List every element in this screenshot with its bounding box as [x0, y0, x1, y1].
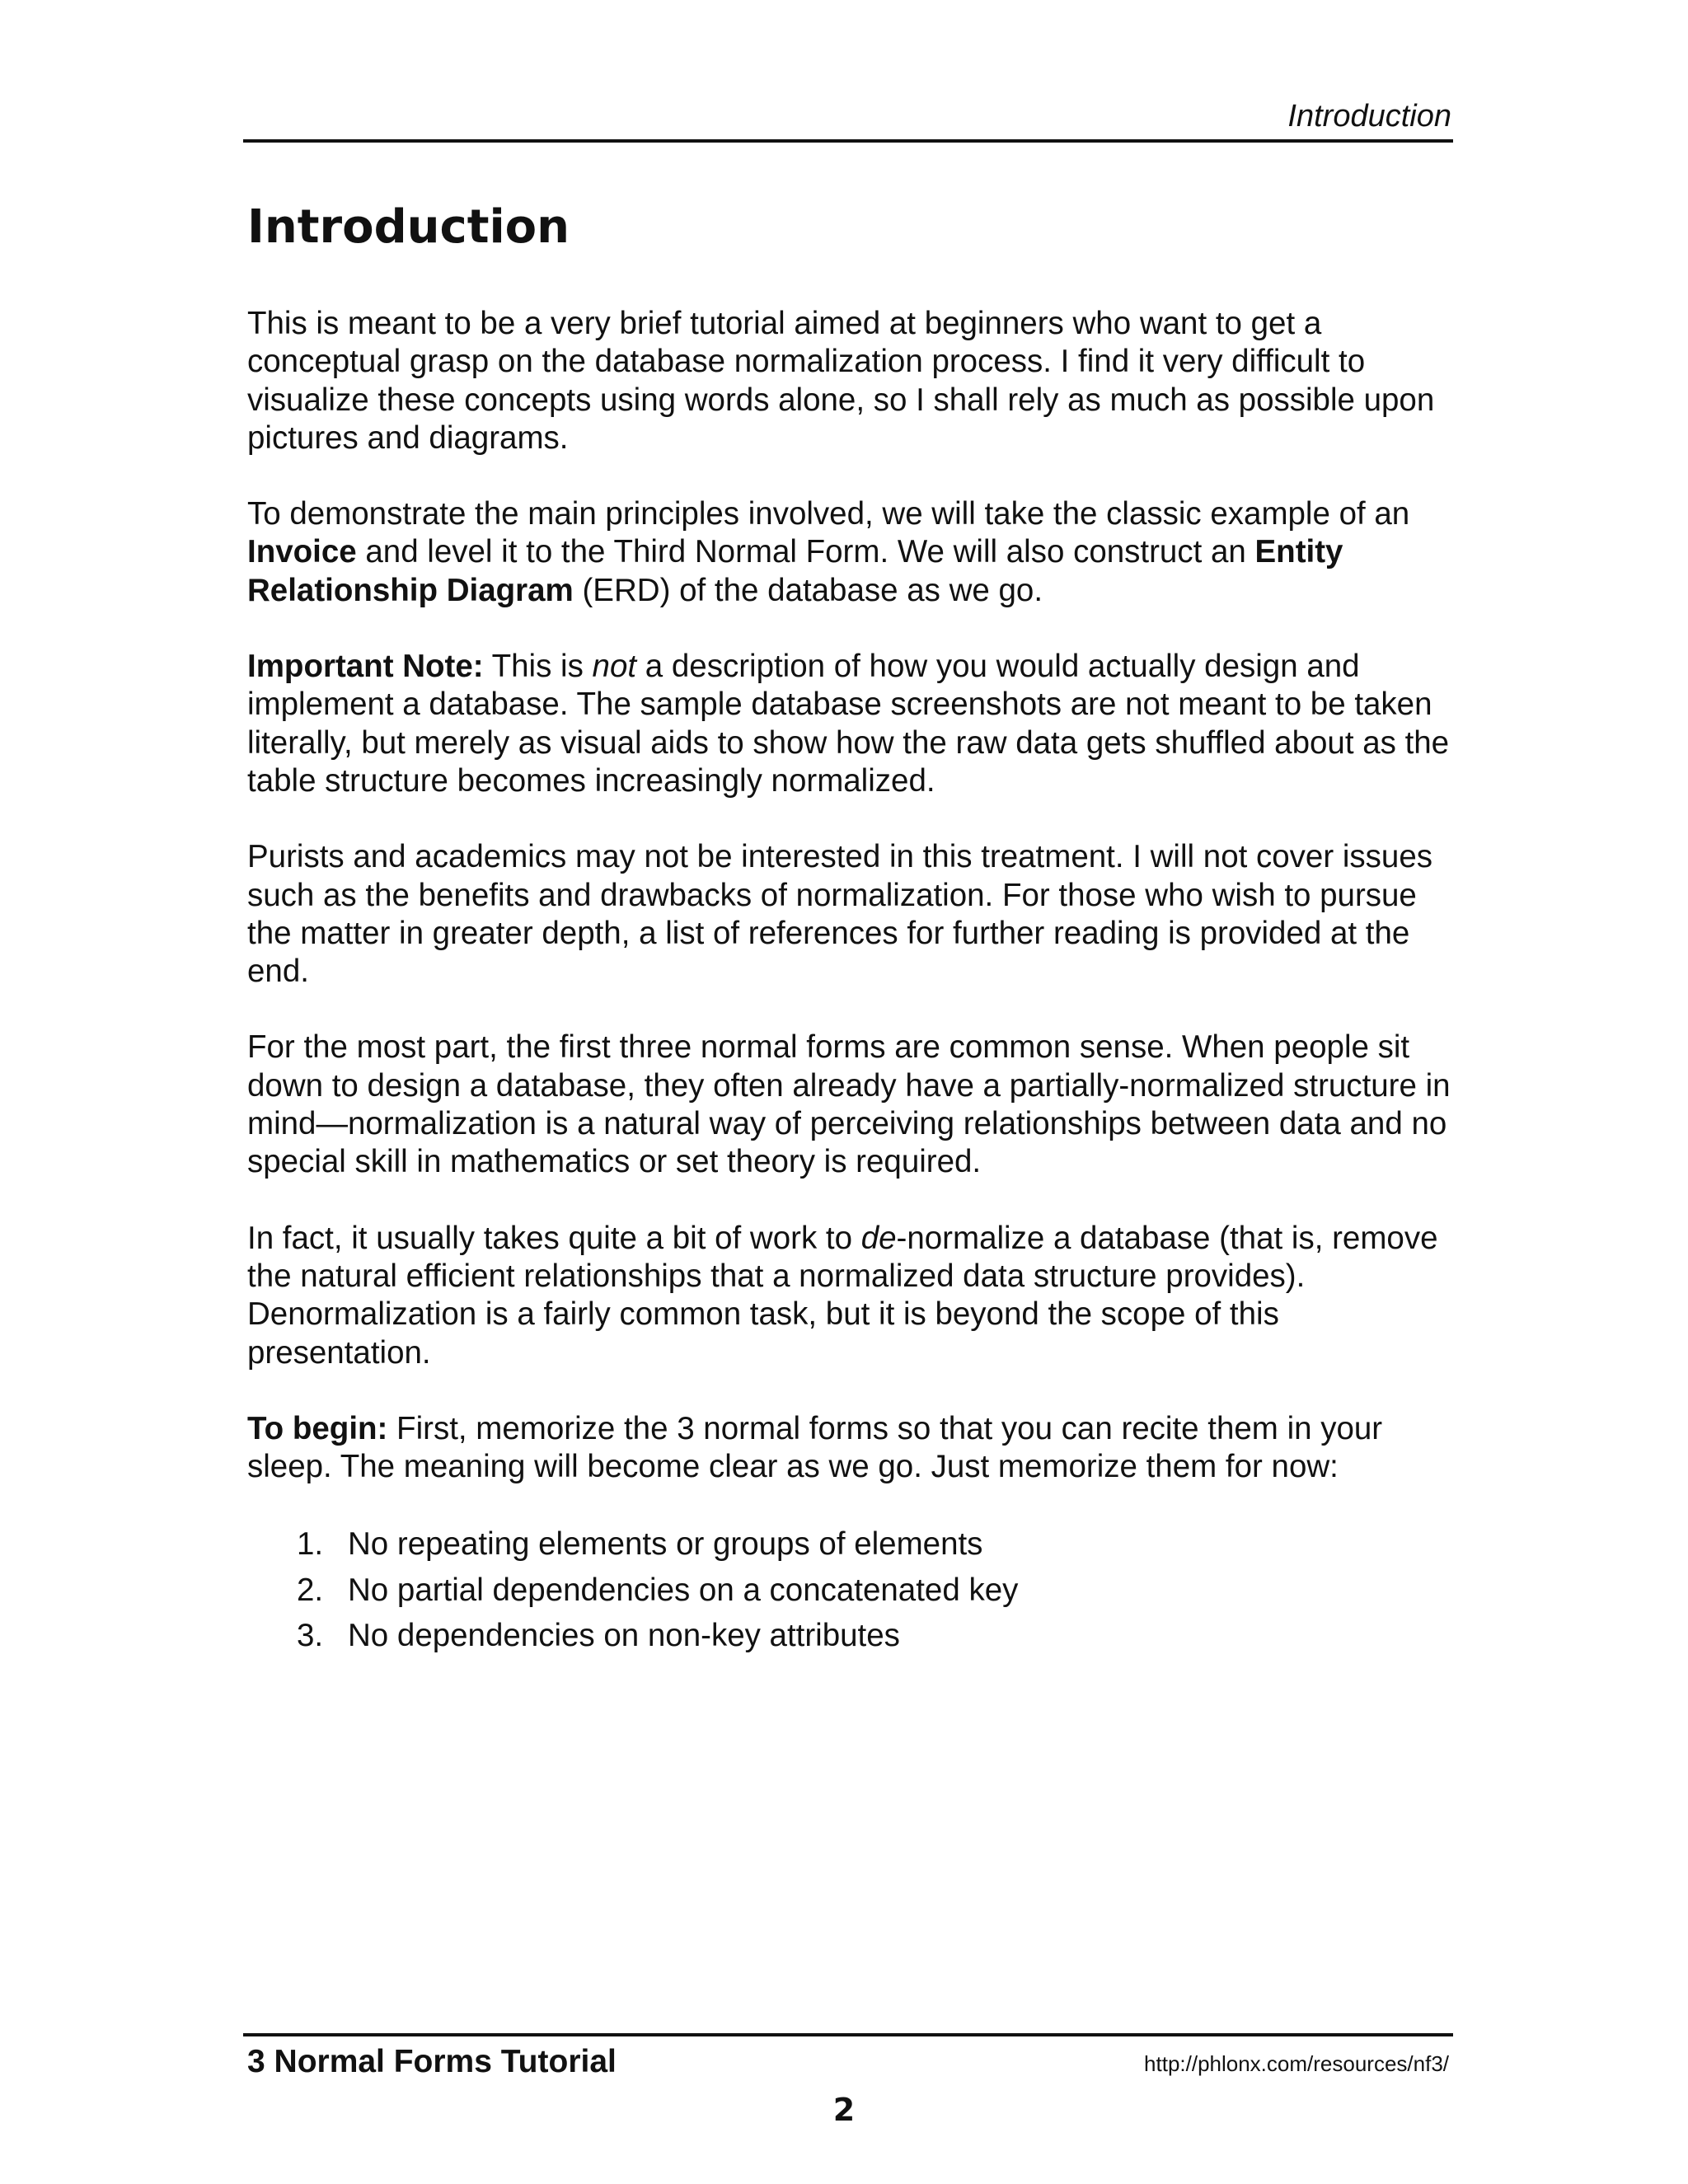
text-run: (ERD) of the database as we go. — [573, 572, 1043, 608]
paragraph-purists: Purists and academics may not be interested in this treatment. I will not cover issues such as the benefits and drawbacks of normalization. For those who wish to pursue the matter in greater depth, a list of references for further reading is provided at the end. — [247, 839, 1432, 990]
paragraph-common-sense: For the most part, the first three normal forms are common sense. When people sit down to design a database, they often already have a partially-normalized structure in mind—normalization is a natural way of perceiving relationships between data and no special skill in mathematics or set theory is required. — [247, 1029, 1451, 1180]
text-run: In fact, it usually takes quite a bit of work to — [247, 1220, 861, 1256]
important-note-label: Important Note: — [247, 649, 484, 685]
footer-rule — [243, 2033, 1453, 2036]
list-item — [247, 1521, 1457, 1568]
paragraph-principles — [247, 495, 1457, 610]
text-run: To demonstrate the main principles involved, we will take the classic example of an — [247, 496, 1410, 532]
list-item-text: No dependencies on non-key attributes — [348, 1618, 900, 1654]
footer-url: http://phlonx.com/resources/nf3/ — [1144, 2051, 1449, 2076]
paragraph-important-note — [247, 648, 1457, 800]
footer-title: 3 Normal Forms Tutorial — [247, 2044, 617, 2079]
text-run: This is — [483, 649, 593, 685]
emphasis-not: not — [592, 649, 637, 685]
paragraph-to-begin — [247, 1410, 1457, 1487]
list-item — [247, 1613, 1457, 1659]
text-run: -normalize a database (that is, remove the natural efficient relationships that a normalized data structure provides). Denormalization is a fairly common task, but it is beyond the scope of this presentation. — [247, 1220, 1438, 1371]
normal-forms-list — [247, 1521, 1457, 1659]
page-title: Introduction — [247, 200, 570, 254]
list-item-number: 2. — [297, 1572, 324, 1608]
list-item-text: No partial dependencies on a concatenated key — [348, 1572, 1019, 1608]
to-begin-label: To begin: — [247, 1410, 388, 1446]
list-item-text: No repeating elements or groups of elements — [348, 1526, 983, 1563]
main-content — [247, 198, 1457, 1659]
text-run: and level it to the Third Normal Form. We will also construct an — [356, 534, 1255, 570]
list-item-number: 3. — [297, 1618, 324, 1654]
text-run: a description of how you would actually design and implement a database. The sample database screenshots are not meant to be taken literally, but merely as visual aids to show how the raw data gets shuffled about as the table structure becomes increasingly normalized. — [247, 649, 1450, 799]
list-item-number: 1. — [297, 1526, 324, 1563]
running-header: Introduction — [1287, 99, 1451, 134]
text-run: First, memorize the 3 normal forms so that you can recite them in your sleep. The meaning will become clear as we go. Just memorize them for now: — [247, 1410, 1383, 1485]
page-number: 2 — [832, 2092, 856, 2128]
paragraph-denormalize — [247, 1220, 1457, 1372]
term-erd: Entity Relationship Diagram — [247, 534, 1343, 608]
paragraph-intro: This is meant to be a very brief tutorial aimed at beginners who want to get a conceptual grasp on the database normalization process. I find it very difficult to visualize these concepts using words alone, so I shall rely as much as possible upon pictures and diagrams. — [247, 306, 1435, 456]
term-invoice: Invoice — [247, 534, 357, 570]
emphasis-de: de — [860, 1220, 897, 1256]
header-rule — [243, 139, 1453, 143]
list-item — [247, 1568, 1457, 1614]
